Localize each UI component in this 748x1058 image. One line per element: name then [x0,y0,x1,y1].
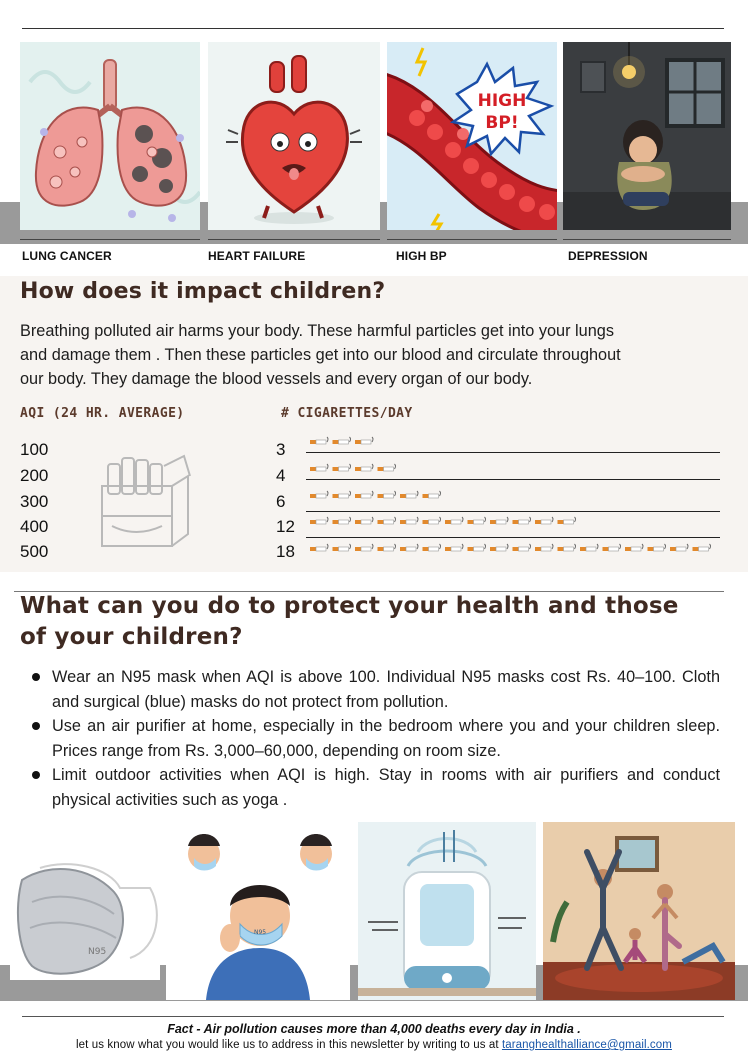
caption-rule-4 [563,239,731,240]
cigarette-icon [355,491,373,498]
cigarette-icon [423,491,441,498]
cigarette-icon [310,517,328,524]
cigarette-icon [580,544,598,551]
aqi-value-200: 200 [20,466,49,485]
cigarette-icon [513,517,531,524]
cigarette-icon [535,517,553,524]
cigarette-icon [310,544,328,551]
cigarette-icon [468,517,486,524]
bullet-dot [32,771,40,779]
cigarette-icon [355,544,373,551]
cigarette-icon [333,437,351,444]
caption-rule-1 [20,239,200,240]
aqi-value-100: 100 [20,440,49,459]
heart-failure-illustration [208,42,380,230]
cigarette-row-svg [310,436,720,448]
cigarette-icon [513,544,531,551]
cigarette-icon [378,544,396,551]
footer-contact [0,1039,748,1051]
impact-paragraph-line-2: and damage them . Then these particles get into our blood and circulate throughout [20,346,621,364]
cigarette-icon [310,464,328,471]
high-bp-bubble-line1: HIGH [477,91,527,111]
contact-email-link[interactable]: taranghealthalliance@gmail.com [501,1039,672,1051]
yoga-family-illustration [543,822,735,1000]
cigarette-icon [693,544,711,551]
cigarette-icon [648,544,666,551]
cigarette-icon [423,517,441,524]
cigarette-icon [603,544,621,551]
cigarette-pack-icon [98,446,194,550]
air-purifier-illustration [358,822,536,1000]
cigarette-icon [310,491,328,498]
cigarette-count-row-4: 12 [276,517,295,536]
cigarette-icon [378,517,396,524]
lung-cancer-illustration [20,42,200,230]
cigarette-row-svg [310,543,720,555]
cigarette-icon [378,491,396,498]
protect-heading-line-1: What can you do to protect your health and those [20,593,679,619]
top-rule [22,28,724,29]
bullet-dot [32,722,40,730]
cigarette-count-row-1: 3 [276,440,286,459]
cigarette-icon [310,437,328,444]
cigarette-icons-row-2 [310,463,720,475]
cigarette-icon [445,544,463,551]
protect-bullet-limit-outdoor [30,763,720,812]
depression-illustration [563,42,731,230]
protect-bullet-purifier [30,714,720,763]
cigarette-icon [558,517,576,524]
impact-paragraph-line-1: Breathing polluted air harms your body. These harmful particles get into your lungs [20,322,614,340]
cigarette-icon [670,544,688,551]
caption-rule-3 [387,239,557,240]
cigarette-icon [625,544,643,551]
impact-heading: How does it impact children? [20,279,386,304]
aqi-value-400: 400 [20,517,49,536]
cigarette-icon [333,464,351,471]
n95-mask-illustration [10,848,160,980]
cigarette-row-svg [310,516,720,528]
cigarette-row-svg [310,490,720,502]
cigarette-icons-row-3 [310,490,720,502]
footer-rule [22,1016,724,1017]
cigarette-icon [355,464,373,471]
cigarette-icon [490,517,508,524]
caption-lung-cancer: LUNG CANCER [22,249,112,263]
cigarette-icon [400,491,418,498]
cigarette-icon [445,517,463,524]
cigarette-icon [535,544,553,551]
cigarette-icon [355,437,373,444]
cigarette-icon [378,464,396,471]
cigarette-icon [490,544,508,551]
cigarette-row-svg [310,463,720,475]
cigarette-icon [400,544,418,551]
caption-depression: DEPRESSION [568,249,648,263]
protect-heading-line-2: of your children? [20,624,243,650]
aqi-value-500: 500 [20,542,49,561]
cigarette-icon [400,517,418,524]
section-rule [14,591,724,592]
footer-fact: Fact - Air pollution causes more than 4,000 deaths every day in India . [167,1022,581,1036]
wearing-mask-illustration [166,820,350,1000]
cigarette-icon [558,544,576,551]
cigarettes-column-header: # CIGARETTES/DAY [281,406,413,421]
row-rule-2 [306,479,720,480]
protect-bullet-mask [30,665,720,714]
bullet-dot [32,673,40,681]
caption-high-bp: HIGH BP [396,249,447,263]
protect-bullet-purifier-text: Use an air purifier at home, especially in the bedroom where you and your children sleep. Prices range from Rs. 3,000–60,000, depending on room size. [52,717,720,760]
impact-paragraph-line-3: our body. They damage the blood vessels and every organ of our body. [20,370,533,388]
aqi-value-300: 300 [20,492,49,511]
cigarette-count-row-2: 4 [276,466,286,485]
cigarette-icons-row-4 [310,516,720,528]
svg-text:N95: N95 [254,929,267,936]
cigarette-count-row-5: 18 [276,542,295,561]
row-rule-1 [306,452,720,453]
caption-rule-2 [208,239,380,240]
row-rule-3 [306,511,720,512]
protect-bullet-mask-text: Wear an N95 mask when AQI is above 100. Individual N95 masks cost Rs. 40–100. Cloth and surgical (blue) masks do not protect from pollution. [52,668,720,711]
cigarette-count-row-3: 6 [276,492,286,511]
cigarette-icons-row-5 [310,543,720,555]
row-rule-4 [306,537,720,538]
cigarette-icon [333,517,351,524]
cigarette-icon [468,544,486,551]
protect-bullet-limit-outdoor-text: Limit outdoor activities when AQI is high. Stay in rooms with air purifiers and conduct physical activities such as yoga . [52,766,720,809]
n95-mask-label: N95 [88,947,107,957]
cigarette-icon [355,517,373,524]
footer-contact-text: let us know what you would like us to address in this newsletter by writing to us at [76,1039,502,1051]
caption-heart-failure: HEART FAILURE [208,249,306,263]
cigarette-icon [423,544,441,551]
high-bp-bubble-line2: BP! [485,113,519,133]
cigarette-icon [333,544,351,551]
high-bp-illustration [387,42,557,230]
aqi-column-header: AQI (24 HR. AVERAGE) [20,406,185,421]
cigarette-icons-row-1 [310,436,720,448]
cigarette-icon [333,491,351,498]
